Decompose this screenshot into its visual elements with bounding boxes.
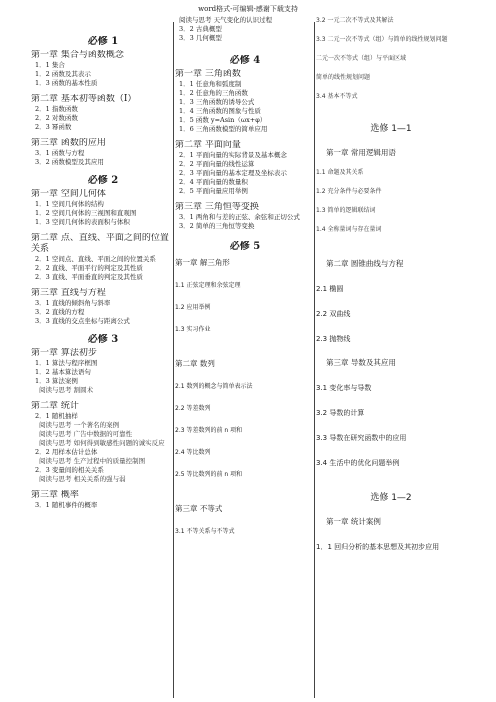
section-item: 3．1 两角和与差的正弦、余弦和正切公式 xyxy=(179,213,300,221)
section-item: 3．2 函数模型及其应用 xyxy=(35,158,104,166)
section-item: 3.1 不等关系与不等式 xyxy=(175,528,235,535)
section-item: 1．2 空间几何体的三视图和直观图 xyxy=(35,209,137,217)
column-2 xyxy=(175,16,315,536)
column-3 xyxy=(316,16,466,552)
section-item: 3．3 直线的交点坐标与距离公式 xyxy=(35,317,130,325)
section-item: 2．5 平面向量应用举例 xyxy=(179,187,248,195)
section-item: 1．4 三角函数的图象与性质 xyxy=(179,107,261,115)
reading-note: 阅读与思考 天气变化的认识过程 xyxy=(179,16,273,24)
reading-note: 阅读与思考 相关关系的强与弱 xyxy=(39,475,126,483)
section-item: 1．2 函数及其表示 xyxy=(35,70,91,78)
section-item: 3．3 几何概型 xyxy=(179,34,222,42)
section-item: 1．1 集合 xyxy=(35,61,65,69)
page-header: word格式-可编辑-感谢下载支持 xyxy=(198,5,298,13)
reading-note: 阅读与思考 广告中数据的可靠性 xyxy=(39,430,133,438)
section-item: 2．2 平面向量的线性运算 xyxy=(179,160,255,168)
section-item: 2．3 直线、平面垂直的判定及其性质 xyxy=(35,273,143,281)
section-item: 3．1 直线的倾斜角与斜率 xyxy=(35,299,111,307)
section-item: 1．6 三角函数模型的简单应用 xyxy=(179,125,268,133)
section-item: 3.2 一元二次不等式及其解法 xyxy=(316,17,394,24)
module-title: 必修 1 xyxy=(87,36,119,47)
section-item: 2．4 平面向量的数量积 xyxy=(179,178,248,186)
section-item: 3.2 导数的计算 xyxy=(316,409,365,417)
module-title: 必修 4 xyxy=(229,55,261,66)
section-item: 2．2 用样本估计总体 xyxy=(35,448,98,456)
chapter-title: 第一章 算法初步 xyxy=(31,348,97,358)
section-item: 2．3 平面向量的基本定理及坐标表示 xyxy=(179,169,287,177)
chapter-title: 第一章 空间几何体 xyxy=(31,189,106,199)
section-item: 简单的线性规划问题 xyxy=(316,74,371,81)
module-title: 必修 5 xyxy=(229,241,261,252)
module-title: 必修 2 xyxy=(87,175,119,186)
section-item: 3．2 直线的方程 xyxy=(35,308,85,316)
section-item: 2.3 等差数列的前 n 项和 xyxy=(175,427,243,434)
chapter-title: 第二章 数列 xyxy=(175,359,215,368)
section-item: 2．1 空间点、直线、平面之间的位置关系 xyxy=(35,255,156,263)
section-item: 2.1 椭圆 xyxy=(316,285,344,293)
section-item: 1.1 正弦定理和余弦定理 xyxy=(175,282,241,289)
section-item: 1．3 三角函数的诱导公式 xyxy=(179,98,255,106)
section-item: 2．1 随机抽样 xyxy=(35,412,78,420)
section-item: 1.1 命题及其关系 xyxy=(316,169,364,176)
reading-note: 阅读与思考 生产过程中的质量控制图 xyxy=(39,457,146,465)
chapter-title: 第二章 圆锥曲线与方程 xyxy=(326,259,404,268)
module-title: 选修 1—1 xyxy=(370,124,412,134)
chapter-title: 第一章 解三角形 xyxy=(175,258,230,267)
section-item: 3．2 古典概型 xyxy=(179,25,222,33)
section-item: 2.2 等差数列 xyxy=(175,405,211,412)
section-item: 2．2 直线、平面平行的判定及其性质 xyxy=(35,264,143,272)
section-item: 3.3 二元一次不等式（组）与简单的线性规划问题 xyxy=(316,36,448,43)
reading-note: 阅读与思考 一个著名的案例 xyxy=(39,421,120,429)
section-item: 3.4 生活中的优化问题举例 xyxy=(316,459,400,467)
chapter-title: 第三章 直线与方程 xyxy=(31,288,106,298)
section-item: 1．3 算法案例 xyxy=(35,377,78,385)
chapter-title: 第三章 导数及其应用 xyxy=(326,358,396,367)
section-item: 3．1 函数与方程 xyxy=(35,149,85,157)
section-item: 2.2 双曲线 xyxy=(316,310,351,318)
section-item: 1．1 空间几何体的结构 xyxy=(35,200,104,208)
chapter-title: 第二章 基本初等函数（Ⅰ） xyxy=(31,94,137,104)
section-item: 2．1 指数函数 xyxy=(35,105,78,113)
section-item: 2．2 对数函数 xyxy=(35,114,78,122)
module-title: 选修 1—2 xyxy=(370,493,412,503)
chapter-title: 第一章 统计案例 xyxy=(326,517,381,526)
section-item: 1．2 任意角的三角函数 xyxy=(179,89,248,97)
section-item: 3.3 导数在研究函数中的应用 xyxy=(316,434,407,442)
module-title: 必修 3 xyxy=(87,334,119,345)
section-item: 1．3 空间几何体的表面积与体积 xyxy=(35,218,130,226)
reading-note: 阅读与思考 如何得到敏感性问题的诚实反应 xyxy=(39,439,165,447)
section-item: 1．1 任意角和弧度制 xyxy=(179,80,242,88)
section-item: 二元一次不等式（组）与平面区域 xyxy=(316,55,407,62)
reading-note: 阅读与思考 割圆术 xyxy=(39,386,94,394)
chapter-title: 第二章 平面向量 xyxy=(175,140,241,150)
section-item: 1.4 全称量词与存在量词 xyxy=(316,226,382,233)
section-item: 2.3 抛物线 xyxy=(316,335,351,343)
chapter-title: 第三章 三角恒等变换 xyxy=(175,202,259,212)
section-item: 1．1 算法与程序框图 xyxy=(35,359,98,367)
section-item: 1.2 充分条件与必要条件 xyxy=(316,188,382,195)
chapter-title: 第二章 点、直线、平面之间的位置关系 xyxy=(31,233,169,254)
section-item: 3.1 变化率与导数 xyxy=(316,384,372,392)
section-item: 1.2 应用举例 xyxy=(175,304,211,311)
section-item: 1．2 基本算法语句 xyxy=(35,368,91,376)
section-item: 2．1 平面向量的实际背景及基本概念 xyxy=(179,151,287,159)
section-item: 2．3 幂函数 xyxy=(35,123,72,131)
section-item: 1．5 函数 y=Asin（ωx+φ） xyxy=(179,116,267,124)
section-item: 1．3 函数的基本性质 xyxy=(35,79,98,87)
section-item: 3.4 基本不等式 xyxy=(316,93,358,100)
chapter-title: 第一章 集合与函数概念 xyxy=(31,50,124,60)
section-item: 2.4 等比数列 xyxy=(175,449,211,456)
section-item: 3．1 随机事件的概率 xyxy=(35,501,98,509)
section-item: 2.5 等比数列的前 n 项和 xyxy=(175,471,243,478)
chapter-title: 第三章 不等式 xyxy=(175,504,223,513)
chapter-title: 第二章 统计 xyxy=(31,401,79,411)
section-item: 2．3 变量间的相关关系 xyxy=(35,466,104,474)
chapter-title: 第一章 三角函数 xyxy=(175,69,241,79)
section-item: 1.3 简单的逻辑联结词 xyxy=(316,207,376,214)
section-item: 3．2 简单的三角恒等变换 xyxy=(179,222,255,230)
section-item: 1.3 实习作业 xyxy=(175,326,211,333)
chapter-title: 第一章 常用逻辑用语 xyxy=(326,148,396,157)
section-item: 2.1 数列的概念与简单表示法 xyxy=(175,383,253,390)
column-1 xyxy=(31,36,175,510)
chapter-title: 第三章 概率 xyxy=(31,490,79,500)
chapter-title: 第三章 函数的应用 xyxy=(31,138,106,148)
module-5-list xyxy=(175,257,315,536)
section-item: 1．1 回归分析的基本思想及其初步应用 xyxy=(316,543,440,551)
